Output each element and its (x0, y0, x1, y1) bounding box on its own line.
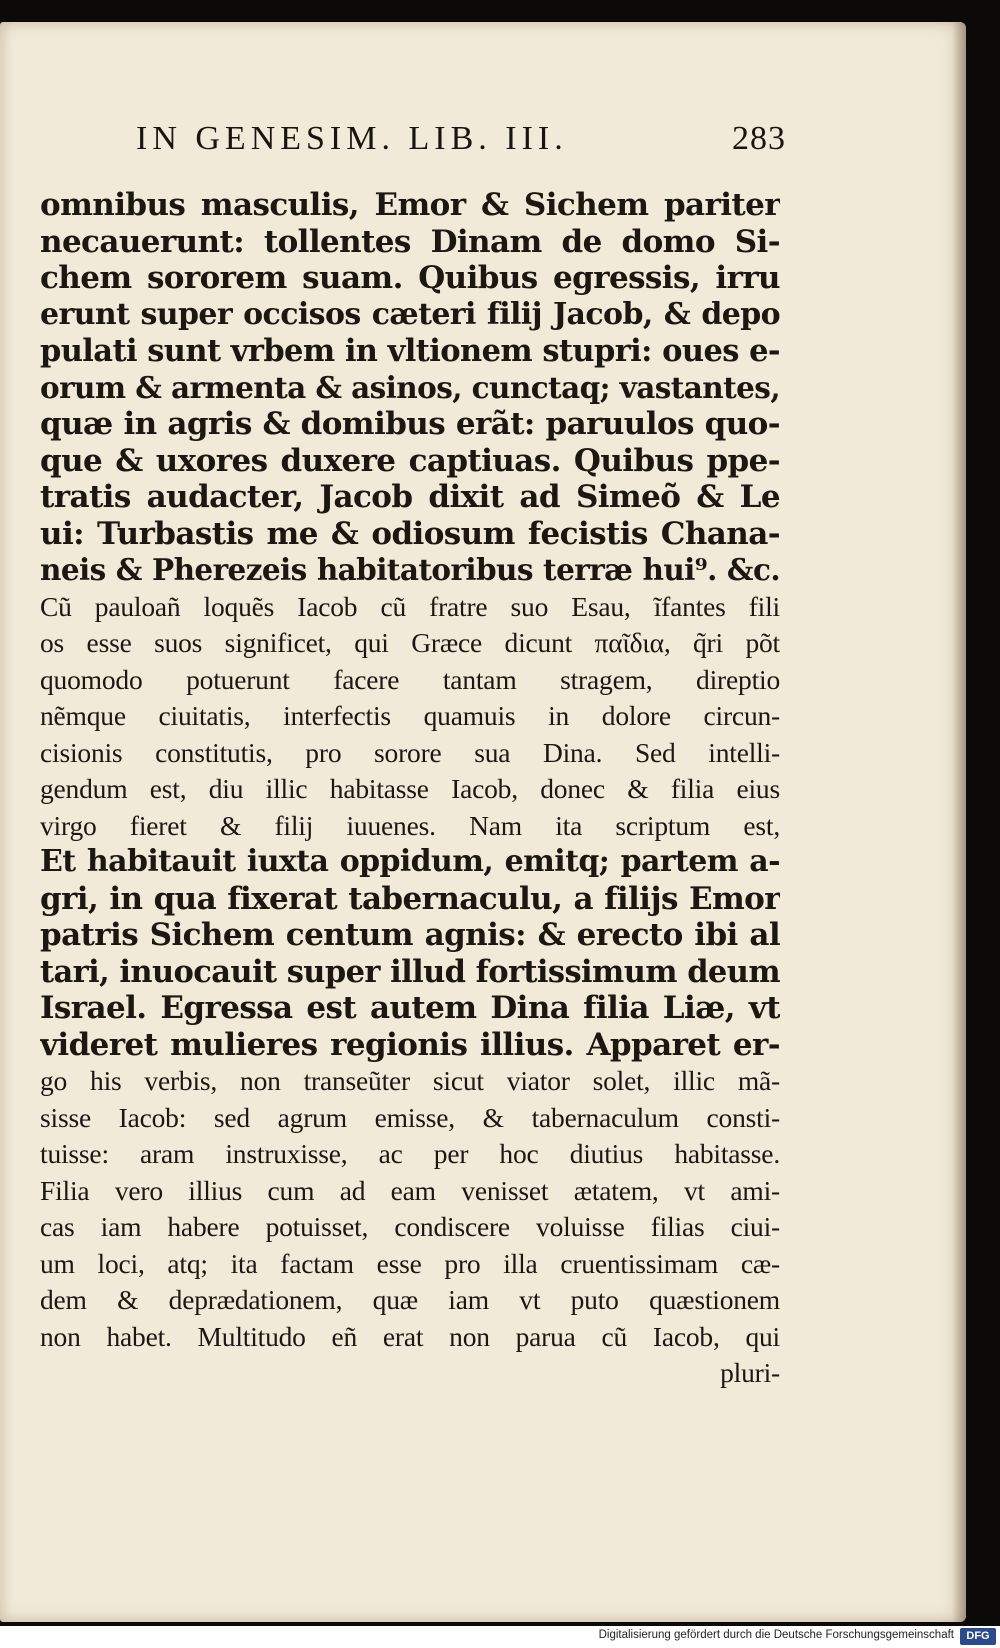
text-line: tuisse: aram instruxisse, ac per hoc diutius habitasse. (40, 1138, 780, 1169)
text-line: Filia vero illius cum ad eam venisset ætatem, vt ami- (40, 1174, 780, 1206)
text-line: go his verbis, non transeũter sicut viator solet, illic mã- (40, 1065, 780, 1096)
text-line: erunt super occisos cæteri filij Jacob, & depo (40, 296, 780, 332)
page-edge-shadow (952, 22, 966, 1622)
text-line: que & uxores duxere captiuas. Quibus ppe- (40, 442, 780, 479)
running-head: IN GENESIM. LIB. III. (136, 120, 568, 157)
text-line: dem & deprædationem, quæ iam vt puto quæstionem (40, 1284, 780, 1315)
text-line: pluri- (720, 1357, 780, 1388)
text-line: cas iam habere potuisset, condiscere voluisse filias ciui- (40, 1211, 780, 1242)
text-line: quæ in agris & domibus erãt: paruulos quo- (40, 406, 780, 442)
text-line: Et habitauit iuxta oppidum, emitq; partem a- (40, 844, 780, 879)
text-line: gendum est, diu illic habitasse Iacob, donec & filia eius (40, 773, 780, 804)
text-line: chem sororem suam. Quibus egressis, irru (40, 260, 780, 296)
book-page (0, 22, 966, 1622)
text-line: um loci, atq; ita factam esse pro illa cruentissimam cæ- (40, 1247, 780, 1279)
page-number: 283 (732, 120, 786, 157)
text-line: gri, in qua fixerat tabernaculu, a filijs Emor (40, 880, 780, 917)
text-line: os esse suos significet, qui Græce dicunt παῖδια, q̃ri põt (40, 627, 780, 658)
text-line: pulati sunt vrbem in vltionem stupri: oues e- (40, 333, 780, 369)
text-line: videret mulieres regionis illius. Apparet er- (40, 1026, 780, 1063)
text-line: tratis audacter, Jacob dixit ad Simeõ & Le (40, 479, 780, 515)
text-line: Cũ pauloañ loquẽs Iacob cũ fratre suo Esau, ĩfantes fili (40, 590, 780, 622)
dfg-logo: DFG (960, 1628, 996, 1645)
text-line: virgo fieret & filij iuuenes. Nam ita scriptum est, (40, 809, 780, 841)
text-line: Israel. Egressa est autem Dina filia Liæ, vt (40, 990, 780, 1026)
body-text (40, 187, 780, 1392)
text-line: omnibus masculis, Emor & Sichem pariter (40, 187, 780, 223)
text-line: necauerunt: tollentes Dinam de domo Si- (40, 223, 780, 260)
text-line: non habet. Multitudo eñ erat non parua cũ Iacob, qui (40, 1320, 780, 1352)
text-line: neis & Pherezeis habitatoribus terræ hui⁹. &c. (40, 552, 780, 587)
text-line: sisse Iacob: sed agrum emisse, & tabernaculum consti- (40, 1101, 780, 1133)
text-line: tari, inuocauit super illud fortissimum deum (40, 953, 780, 990)
text-line: cisionis constitutis, pro sorore sua Dina. Sed intelli- (40, 736, 780, 768)
text-line: nẽmque ciuitatis, interfectis quamuis in dolore circun- (40, 700, 780, 731)
text-line: quomodo potuerunt facere tantam stragem, direptio (40, 663, 780, 695)
text-line: ui: Turbastis me & odiosum fecistis Chana- (40, 515, 780, 552)
text-line: orum & armenta & asinos, cunctaq; vastantes, (40, 369, 780, 405)
digitization-footer (0, 1626, 1000, 1648)
text-line: patris Sichem centum agnis: & erecto ibi al (40, 917, 780, 953)
page-header (126, 120, 786, 170)
dfg-credit: Digitalisierung gefördert durch die Deutsche Forschungsgemeinschaft (598, 1629, 954, 1641)
